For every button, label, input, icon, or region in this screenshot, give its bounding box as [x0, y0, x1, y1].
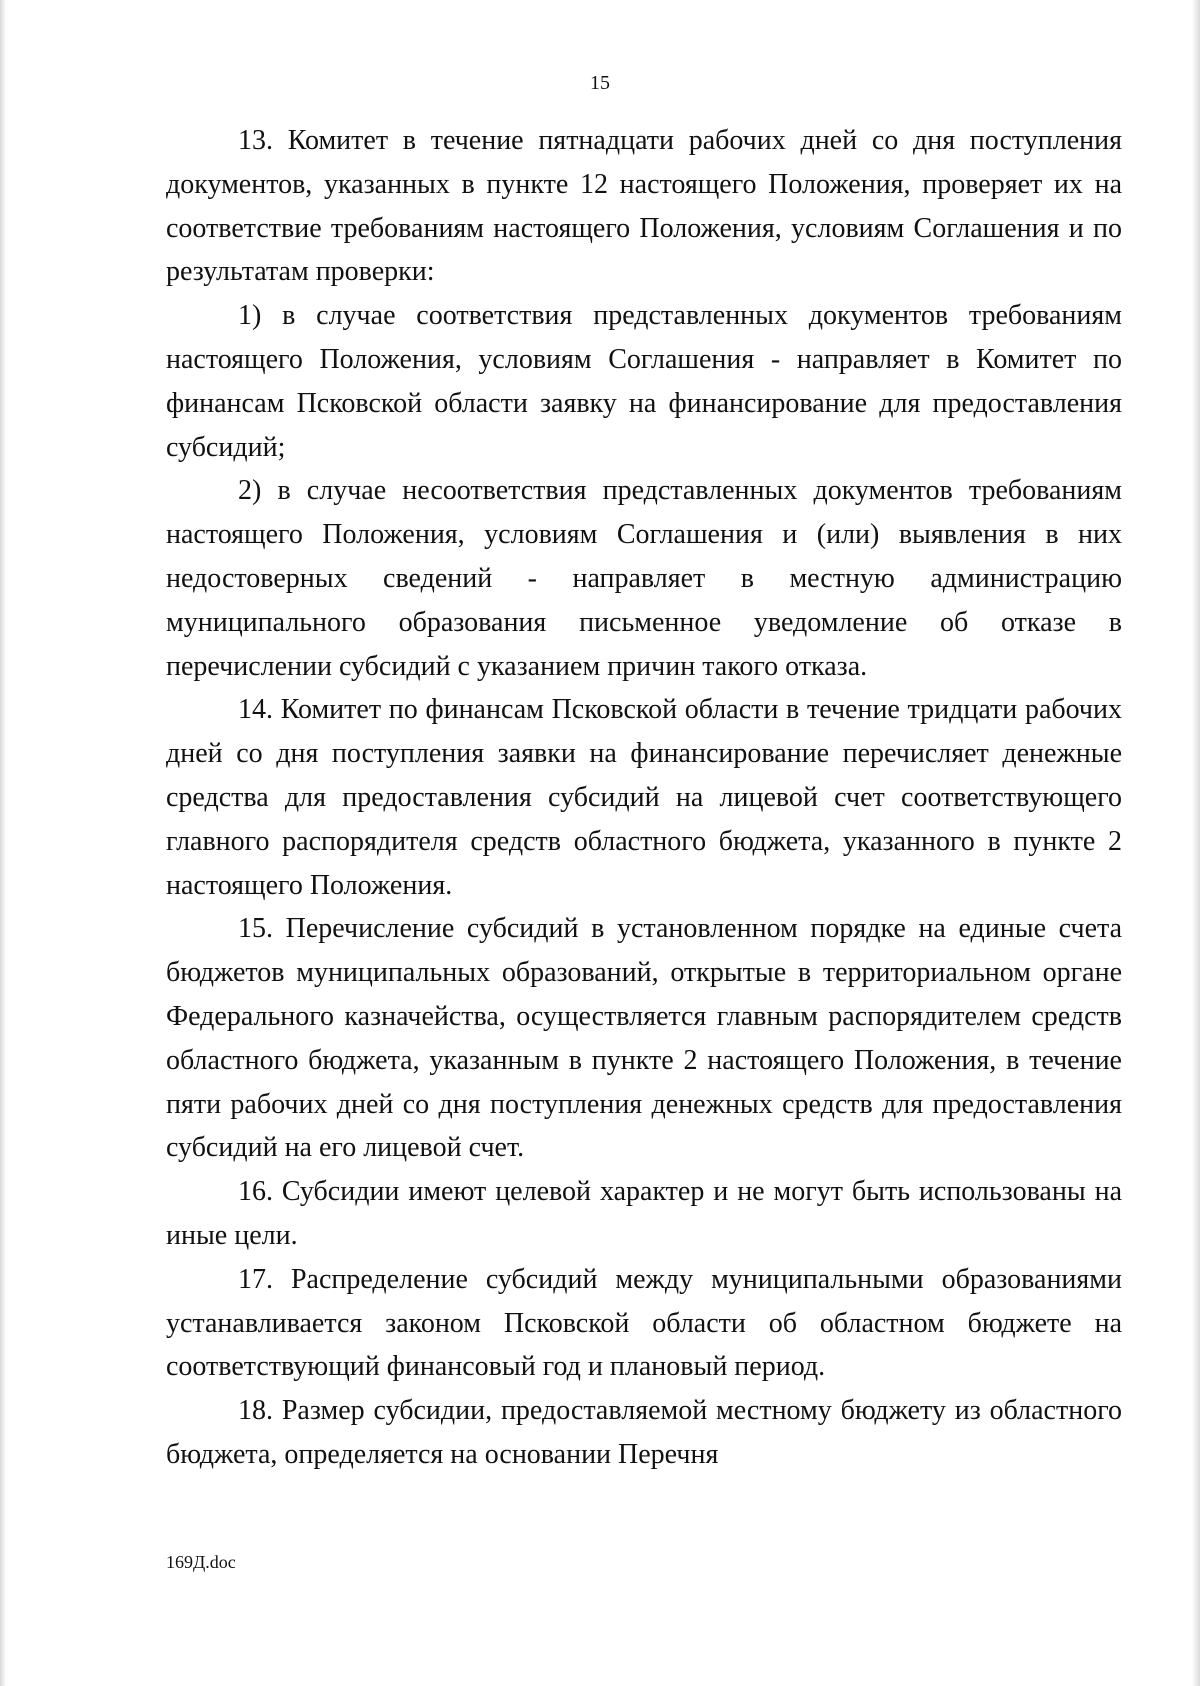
paragraph-18: 18. Размер субсидии, предоставляемой местному бюджету из областного бюджета, определяется на основании Перечня	[166, 1395, 1122, 1470]
document-body	[166, 119, 1122, 1477]
footer-filename: 169Д.doc	[166, 1552, 236, 1572]
paragraph-15: 15. Перечисление субсидий в установленном порядке на единые счета бюджетов муниципальных образований, открытые в территориальном органе Федерального казначейства, осуществляется главным распорядителем средств областного бюджета, указанным в пункте 2 настоящего Положения, в течение пяти рабочих дней со дня поступления денежных средств для предоставления субсидий на его лицевой счет.	[166, 913, 1122, 1164]
paragraph-16: 16. Субсидии имеют целевой характер и не могут быть использованы на иные цели.	[166, 1176, 1122, 1251]
paragraph-13-item-2: 2) в случае несоответствия представленных документов требованиям настоящего Положения, условиям Соглашения и (или) выявления в них недостоверных сведений - направляет в местную администрацию муниципального образования письменное уведомление об отказе в перечислении субсидий с указанием причин такого отказа.	[166, 475, 1122, 682]
paragraph-17: 17. Распределение субсидий между муниципальными образованиями устанавливается законом Псковской области об областном бюджете на соответствующий финансовый год и плановый период.	[166, 1263, 1122, 1383]
paragraph-13: 13. Комитет в течение пятнадцати рабочих дней со дня поступления документов, указанных в пункте 12 настоящего Положения, проверяет их на соответствие требованиям настоящего Положения, условиям Соглашения и по результатам проверки:	[166, 125, 1122, 288]
paragraph-13-item-1: 1) в случае соответствия представленных документов требованиям настоящего Положения, условиям Соглашения - направляет в Комитет по финансам Псковской области заявку на финансирование для предоставления субсидий;	[166, 300, 1122, 463]
page-number: 15	[590, 72, 610, 94]
scan-edge-left	[0, 0, 6, 1686]
paragraph-14: 14. Комитет по финансам Псковской области в течение тридцати рабочих дней со дня поступления заявки на финансирование перечисляет денежные средства для предоставления субсидий на лицевой счет соответствующего главного распорядителя средств областного бюджета, указанного в пункте 2 настоящего Положения.	[166, 694, 1122, 901]
scan-edge-right	[1192, 0, 1200, 1686]
